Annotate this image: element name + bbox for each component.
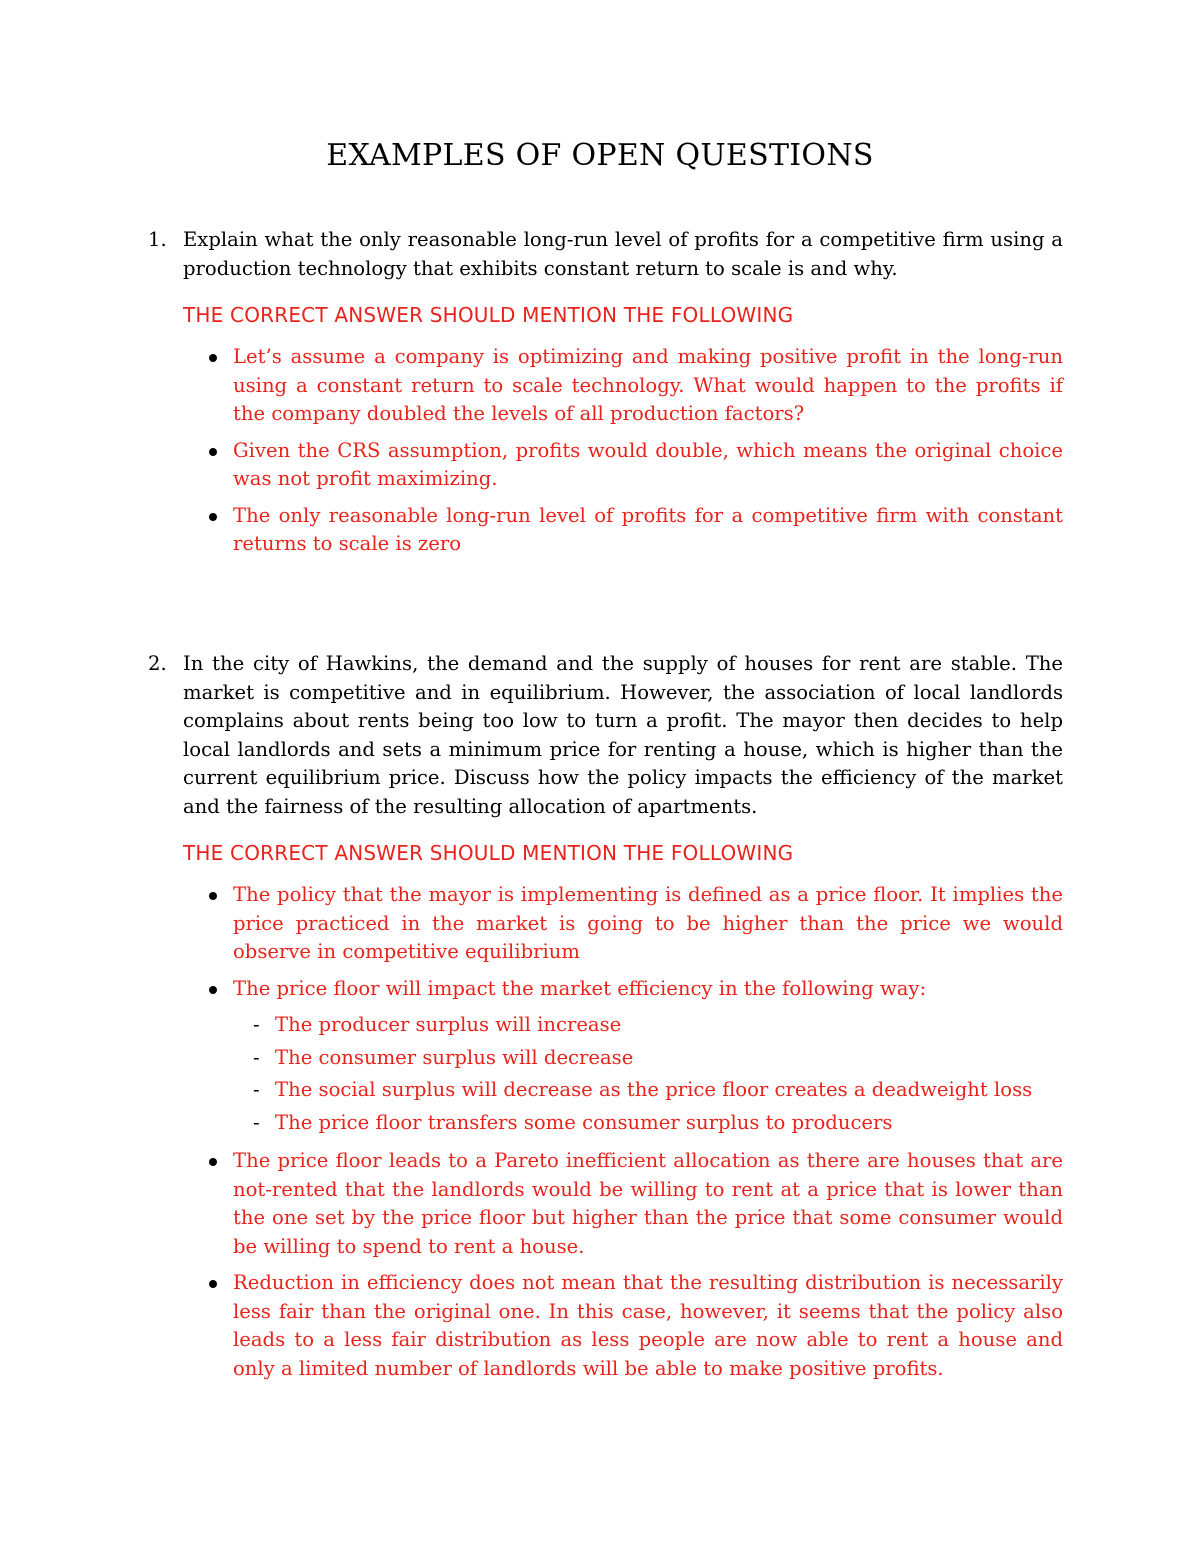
dash-marker: -: [253, 1013, 260, 1036]
answer-sub-item: [253, 1042, 1063, 1075]
answer-bullet-text: Reduction in efficiency does not mean that the resulting distribution is necessarily less fair than the original one. In this case, however, it seems that the policy also leads to a less fair distribution as less people are now able to rent a house and only a limited number of landlords will be able to make positive profits.: [233, 1271, 1063, 1380]
answer-list: [148, 881, 1063, 1383]
bullet-icon: [209, 986, 217, 994]
question-number: 2.: [148, 652, 167, 675]
answer-sub-item: [253, 1074, 1063, 1107]
question-1: [148, 226, 1063, 567]
question-text: In the city of Hawkins, the demand and the supply of houses for rent are stable. The market is competitive and in equilibrium. However, the association of local landlords complains about rents being too low to turn a profit. The mayor then decides to help local landlords and sets a minimum price for renting a house, which is higher than the current equilibrium price. Discuss how the policy impacts the efficiency of the market and the fairness of the resulting allocation of apartments.: [183, 652, 1063, 818]
answer-bullet: [233, 437, 1063, 494]
answer-bullet: [233, 343, 1063, 429]
answer-bullet-text: Let’s assume a company is optimizing and making positive profit in the long-run using a constant return to scale technology. What would happen to the profits if the company doubled the levels of all production factors?: [233, 345, 1063, 425]
bullet-icon: [209, 448, 217, 456]
answer-sub-item-text: The producer surplus will increase: [275, 1013, 622, 1036]
answer-bullet-text: The only reasonable long-run level of profits for a competitive firm with constant returns to scale is zero: [233, 503, 1063, 555]
answer-bullet: [233, 975, 1063, 1140]
answer-sub-item: [253, 1107, 1063, 1140]
answer-sub-list: [233, 1009, 1063, 1139]
question-number: 1.: [148, 228, 167, 251]
answer-bullet: [233, 502, 1063, 559]
bullet-icon: [209, 1280, 217, 1288]
answer-bullet: [233, 1147, 1063, 1261]
bullet-icon: [209, 892, 217, 900]
answer-bullet: [233, 881, 1063, 967]
answer-bullet: [233, 1269, 1063, 1383]
dash-marker: -: [253, 1110, 260, 1134]
answer-bullet-text: The price floor will impact the market efficiency in the following way:: [233, 976, 927, 1000]
answer-sub-item-text: The social surplus will decrease as the price floor creates a deadweight loss: [275, 1078, 1033, 1101]
answer-sub-item-text: The consumer surplus will decrease: [275, 1045, 634, 1069]
dash-marker: -: [253, 1045, 260, 1069]
question-2: [148, 650, 1063, 1391]
answer-list: [148, 343, 1063, 559]
answer-sub-item: [253, 1009, 1063, 1042]
answer-bullet-text: The policy that the mayor is implementing is defined as a price floor. It implies the price practiced in the market is going to be higher than the price we would observe in competitive equilibrium: [233, 883, 1063, 963]
answer-heading: THE CORRECT ANSWER SHOULD MENTION THE FOLLOWING: [183, 841, 794, 865]
bullet-icon: [209, 513, 217, 521]
dash-marker: -: [253, 1078, 260, 1101]
bullet-icon: [209, 1158, 217, 1166]
answer-bullet-text: Given the CRS assumption, profits would double, which means the original choice was not profit maximizing.: [233, 438, 1063, 490]
answer-sub-item-text: The price floor transfers some consumer surplus to producers: [275, 1110, 893, 1134]
page-title: EXAMPLES OF OPEN QUESTIONS: [326, 138, 874, 173]
question-text: Explain what the only reasonable long-run level of profits for a competitive firm using a production technology that exhibits constant return to scale is and why.: [183, 228, 1063, 280]
answer-heading: THE CORRECT ANSWER SHOULD MENTION THE FOLLOWING: [183, 303, 794, 327]
answer-bullet-text: The price floor leads to a Pareto inefficient allocation as there are houses that are not-rented that the landlords would be willing to rent at a price that is lower than the one set by the price floor but higher than the price that some consumer would be willing to spend to rent a house.: [233, 1149, 1063, 1258]
bullet-icon: [209, 354, 217, 362]
